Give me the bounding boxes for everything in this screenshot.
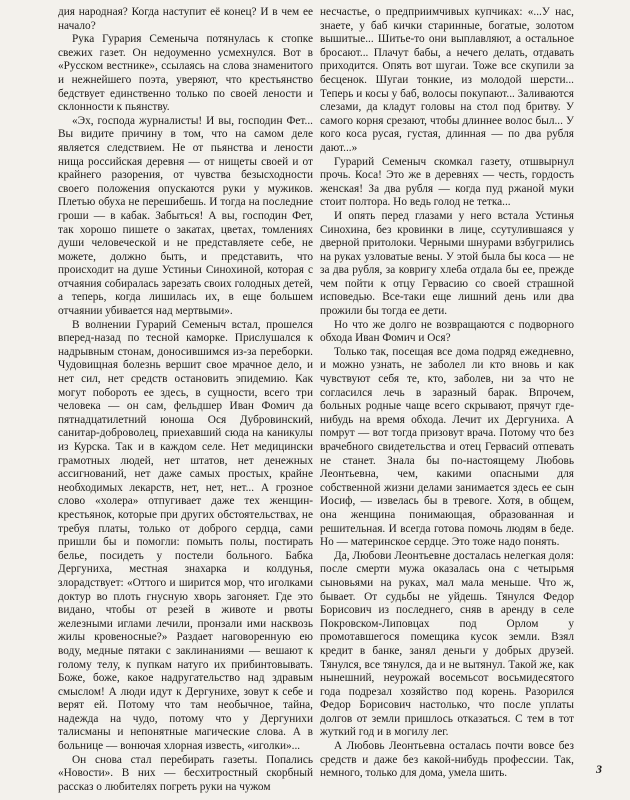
paragraph: Гурарий Семеныч скомкал газету, отшвырнул прочь. Коса! Это же в деревнях — честь, гордость женская! За два рубля — когда пуд ржаной муки стоит полтора. Но ведь голод не тетка... [320, 155, 574, 209]
paragraph: Да, Любови Леонтьевне досталась нелегкая доля: после смерти мужа оказалась она с четырьмя сыновьями на руках, мал мала меньше. Что ж, бывает. От судьбы не уйдешь. Тянулся Федор Борисович из последнего, сняв в аренду в селе Покровском-Липовцах под Орлом у промотавшегося помещика кусок земли. Взял кредит в банке, занял деньги у добрых друзей. Тянулся, все тянулся, да и не вытянул. Такой же, как нынешний, неурожай восемьсот восьмидесятого года подрезал хозяйство под корень. Разорился Федор Борисович настолько, что после уплаты долгов от земли пришлось отказаться. С тем в тот жуткий год и в могилу лег. [320, 549, 574, 739]
paragraph: Но что же долго не возвращаются с подворного обхода Иван Фомич и Ося? [320, 318, 574, 345]
right-column [320, 6, 574, 781]
paragraph: дия народная? Когда наступит её конец? И в чем ее начало? [58, 6, 313, 32]
page-number: 3 [596, 762, 602, 776]
paragraph: В волнении Гурарий Семеныч встал, прошелся вперед-назад по тесной каморке. Прислушался к надрывным стонам, доносившимся из-за переборки. Чудовищная болезнь вершит свое мрачное дело, и нет сил, нет средств остановить эпидемию. Как могут побороть ее здесь, в сущности, всего три человека — он сам, фельдшер Иван Фомич да пятнадцатилетний юноша Ося Дубровинский, санитар-доброволец, приехавший сюда на каникулы из Курска. Так и в каждом селе. Нет медицински грамотных людей, нет штатов, нет денежных ассигнований, нет даже самых простых, крайне необходимых лекарств, нет, нет, нет... А грозное слово «холера» отпугивает даже тех женщин-крестьянок, которые при других обстоятельствах, не требуя платы, только от доброго сердца, сами пришли бы и помогли: помыть полы, постирать белье, посидеть у постели больного. Бабка Дергуниха, местная знахарка и колдунья, злорадствует: «Оттого и ширится мор, что иголками доктур во плоть гнусную хворь загоняет. Где это видано, чтобы от резей в животе и рвоты железными иглами лечили, пронзали ими насквозь жилы кровеносные?» Раздает наговоренную ею воду, медные пятаки с заклинаниями — вешают к голому телу, к пупкам натуго их прибинтовывать. Боже, боже, какое надругательство над здравым смыслом! А люди идут к Дергунихе, зовут к себе и верят ей. Потому что там необычное, тайна, надежда на чудо, потому что у Дергунихи талисманы и непонятные магические слова. А в больнице — вонючая хлорная известь, «иголки»... [58, 318, 313, 753]
paragraph: несчастье, о предприимчивых купчиках: «...У нас, знаете, у баб кички старинные, богатые, золотом вышитые... Шитье-то они выплавляют, а остальное бросают... Плачут бабы, а нечего делать, отдавать приходится. Опять вот шугаи. Тоже все скупили за бесценок. Шугаи тонкие, из молодой шерсти... Теперь и косы у баб, волосы покупают... Заливаются слезами, да кладут головы на стол под бритву. У самого корня срезают, чтобы длиннее волос был... У кого коса русая, густая, длинная — по два рубля дают...» [320, 6, 574, 154]
paragraph: Только так, посещая все дома подряд ежедневно, и можно узнать, не заболел ли кто вновь и как чувствуют себя те, кто, заболев, ни за что не согласился лечь в заразный барак. Впрочем, больных родные чаще всего скрывают, прячут где-нибудь на время обхода. Лечит их Дергуниха. А помрут — вот тогда призовут врача. Потому что без врачебного свидетельства и отец Гервасий отпевать не станет. Знала бы по-настоящему Любовь Леонтьевна, чем, какими опасными для собственной жизни делами занимается здесь ее сын Иосиф, — извелась бы в тревоге. Хотя, в общем, она женщина понимающая, образованная и решительная. И всегда готова помочь людям в беде. Но — материнское сердце. Это тоже надо понять. [320, 345, 574, 549]
left-column [58, 6, 313, 794]
paragraph: А Любовь Леонтьевна осталась почти вовсе без средств и даже без какой-нибудь профессии. Так, немного, только для дома, умела шить. [320, 740, 574, 780]
paragraph: И опять перед глазами у него встала Устинья Синохина, без кровинки в лице, ссутулившаяся у дверной притолоки. Черными шнурами взбугрились на руках узловатые вены. У этой была бы коса — не за два рубля, за ковригу хлеба отдала бы ее, прежде чем пойти к отцу Гервасию со своей страшной исповедью. Все-таки еще лишний день или два прожили бы тогда ее дети. [320, 209, 574, 318]
paragraph: «Эх, господа журналисты! И вы, господин Фет... Вы видите причину в том, что на самом деле является следствием. Не от пьянства и лености нища российская деревня — от нищеты своей и от крайнего разорения, от чувства безысходности своего положения опускаются руки у мужиков. Плетью обуха не перешибешь. И тогда на последние гроши — в кабак. Забыться! А вы, господин Фет, так хорошо пишете о закатах, цветах, томлениях души человеческой и не представляете себе, не можете, должно быть, и представить, что происходит на душе Устиньи Синохиной, которая с отчаяния собиралась зарезать своих голодных детей, а теперь, когда лишилась их, в еще большем отчаянии убивается над мертвыми». [58, 114, 313, 318]
paragraph: Рука Гурария Семеныча потянулась к стопке свежих газет. Он недоуменно усмехнулся. Вот в «Русском вестнике», ссылаясь на слова знаменитого и нежнейшего поэта, уверяют, что крестьянство бедствует единственно только по своей лености и склонности к пьянству. [58, 33, 313, 114]
paragraph: Он снова стал перебирать газеты. Попались «Новости». В них — бесхитростный скорбный рассказ о любителях погреть руки на чужом [58, 753, 313, 793]
